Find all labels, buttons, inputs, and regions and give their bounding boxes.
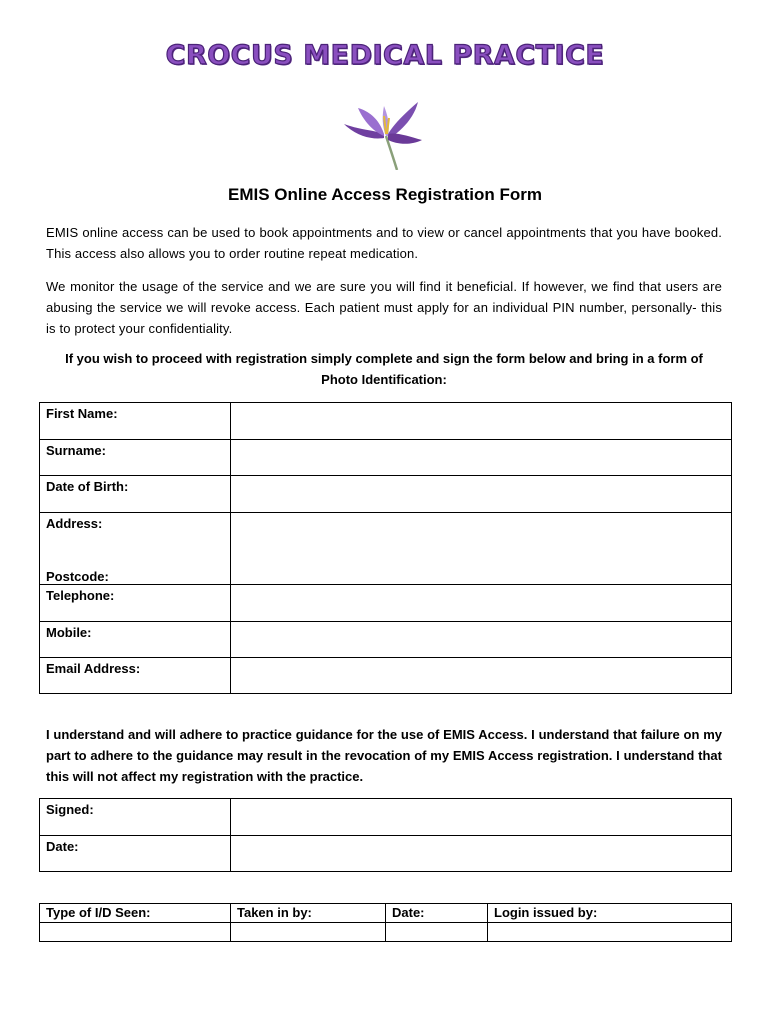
postcode-label: Postcode: bbox=[46, 569, 109, 584]
telephone-field[interactable] bbox=[231, 585, 732, 622]
instruction-line-2: Photo Identification: bbox=[321, 372, 447, 387]
practice-name-banner: CROCUS MEDICAL PRACTICE bbox=[165, 40, 605, 71]
instruction-line-1: If you wish to proceed with registration simply complete and sign the form below and bring in a form of bbox=[65, 351, 703, 366]
signature-field[interactable] bbox=[231, 799, 732, 836]
address-label-cell bbox=[40, 513, 231, 585]
office-date-label: Date: bbox=[386, 904, 488, 923]
surname-label: Surname: bbox=[40, 440, 231, 476]
login-issued-label: Login issued by: bbox=[488, 904, 732, 923]
address-field[interactable] bbox=[231, 513, 732, 585]
taken-by-field[interactable] bbox=[231, 923, 386, 942]
personal-details-table bbox=[39, 402, 732, 694]
mobile-field[interactable] bbox=[231, 622, 732, 658]
email-field[interactable] bbox=[231, 658, 732, 694]
dob-label: Date of Birth: bbox=[40, 476, 231, 513]
signature-date-field[interactable] bbox=[231, 836, 732, 872]
taken-by-label: Taken in by: bbox=[231, 904, 386, 923]
address-label: Address: bbox=[46, 516, 103, 531]
crocus-flower-icon bbox=[334, 90, 438, 170]
first-name-label: First Name: bbox=[40, 403, 231, 440]
surname-field[interactable] bbox=[231, 440, 732, 476]
id-seen-field[interactable] bbox=[40, 923, 231, 942]
office-date-field[interactable] bbox=[386, 923, 488, 942]
declaration-text: I understand and will adhere to practice guidance for the use of EMIS Access. I understand that failure on my part to adhere to the guidance may result in the revocation of my EMIS Access registration. I understand that this will not affect my registration with the practice. bbox=[46, 727, 722, 784]
signature-date-label: Date: bbox=[40, 836, 231, 872]
telephone-label: Telephone: bbox=[40, 585, 231, 622]
intro-paragraph-2: We monitor the usage of the service and we are sure you will find it beneficial. If however, we find that users are abusing the service we will revoke access. Each patient must apply for an individual PIN number, personally- this is to protect your confidentiality. bbox=[46, 279, 722, 336]
signature-table bbox=[39, 798, 732, 872]
signed-label: Signed: bbox=[40, 799, 231, 836]
id-seen-label: Type of I/D Seen: bbox=[40, 904, 231, 923]
form-title: EMIS Online Access Registration Form bbox=[228, 185, 542, 204]
mobile-label: Mobile: bbox=[40, 622, 231, 658]
office-use-table bbox=[39, 903, 732, 942]
login-issued-field[interactable] bbox=[488, 923, 732, 942]
email-label: Email Address: bbox=[40, 658, 231, 694]
first-name-field[interactable] bbox=[231, 403, 732, 440]
dob-field[interactable] bbox=[231, 476, 732, 513]
intro-paragraph-1: EMIS online access can be used to book appointments and to view or cancel appointments that you have booked. This access also allows you to order routine repeat medication. bbox=[46, 225, 722, 261]
instructions bbox=[46, 348, 722, 390]
